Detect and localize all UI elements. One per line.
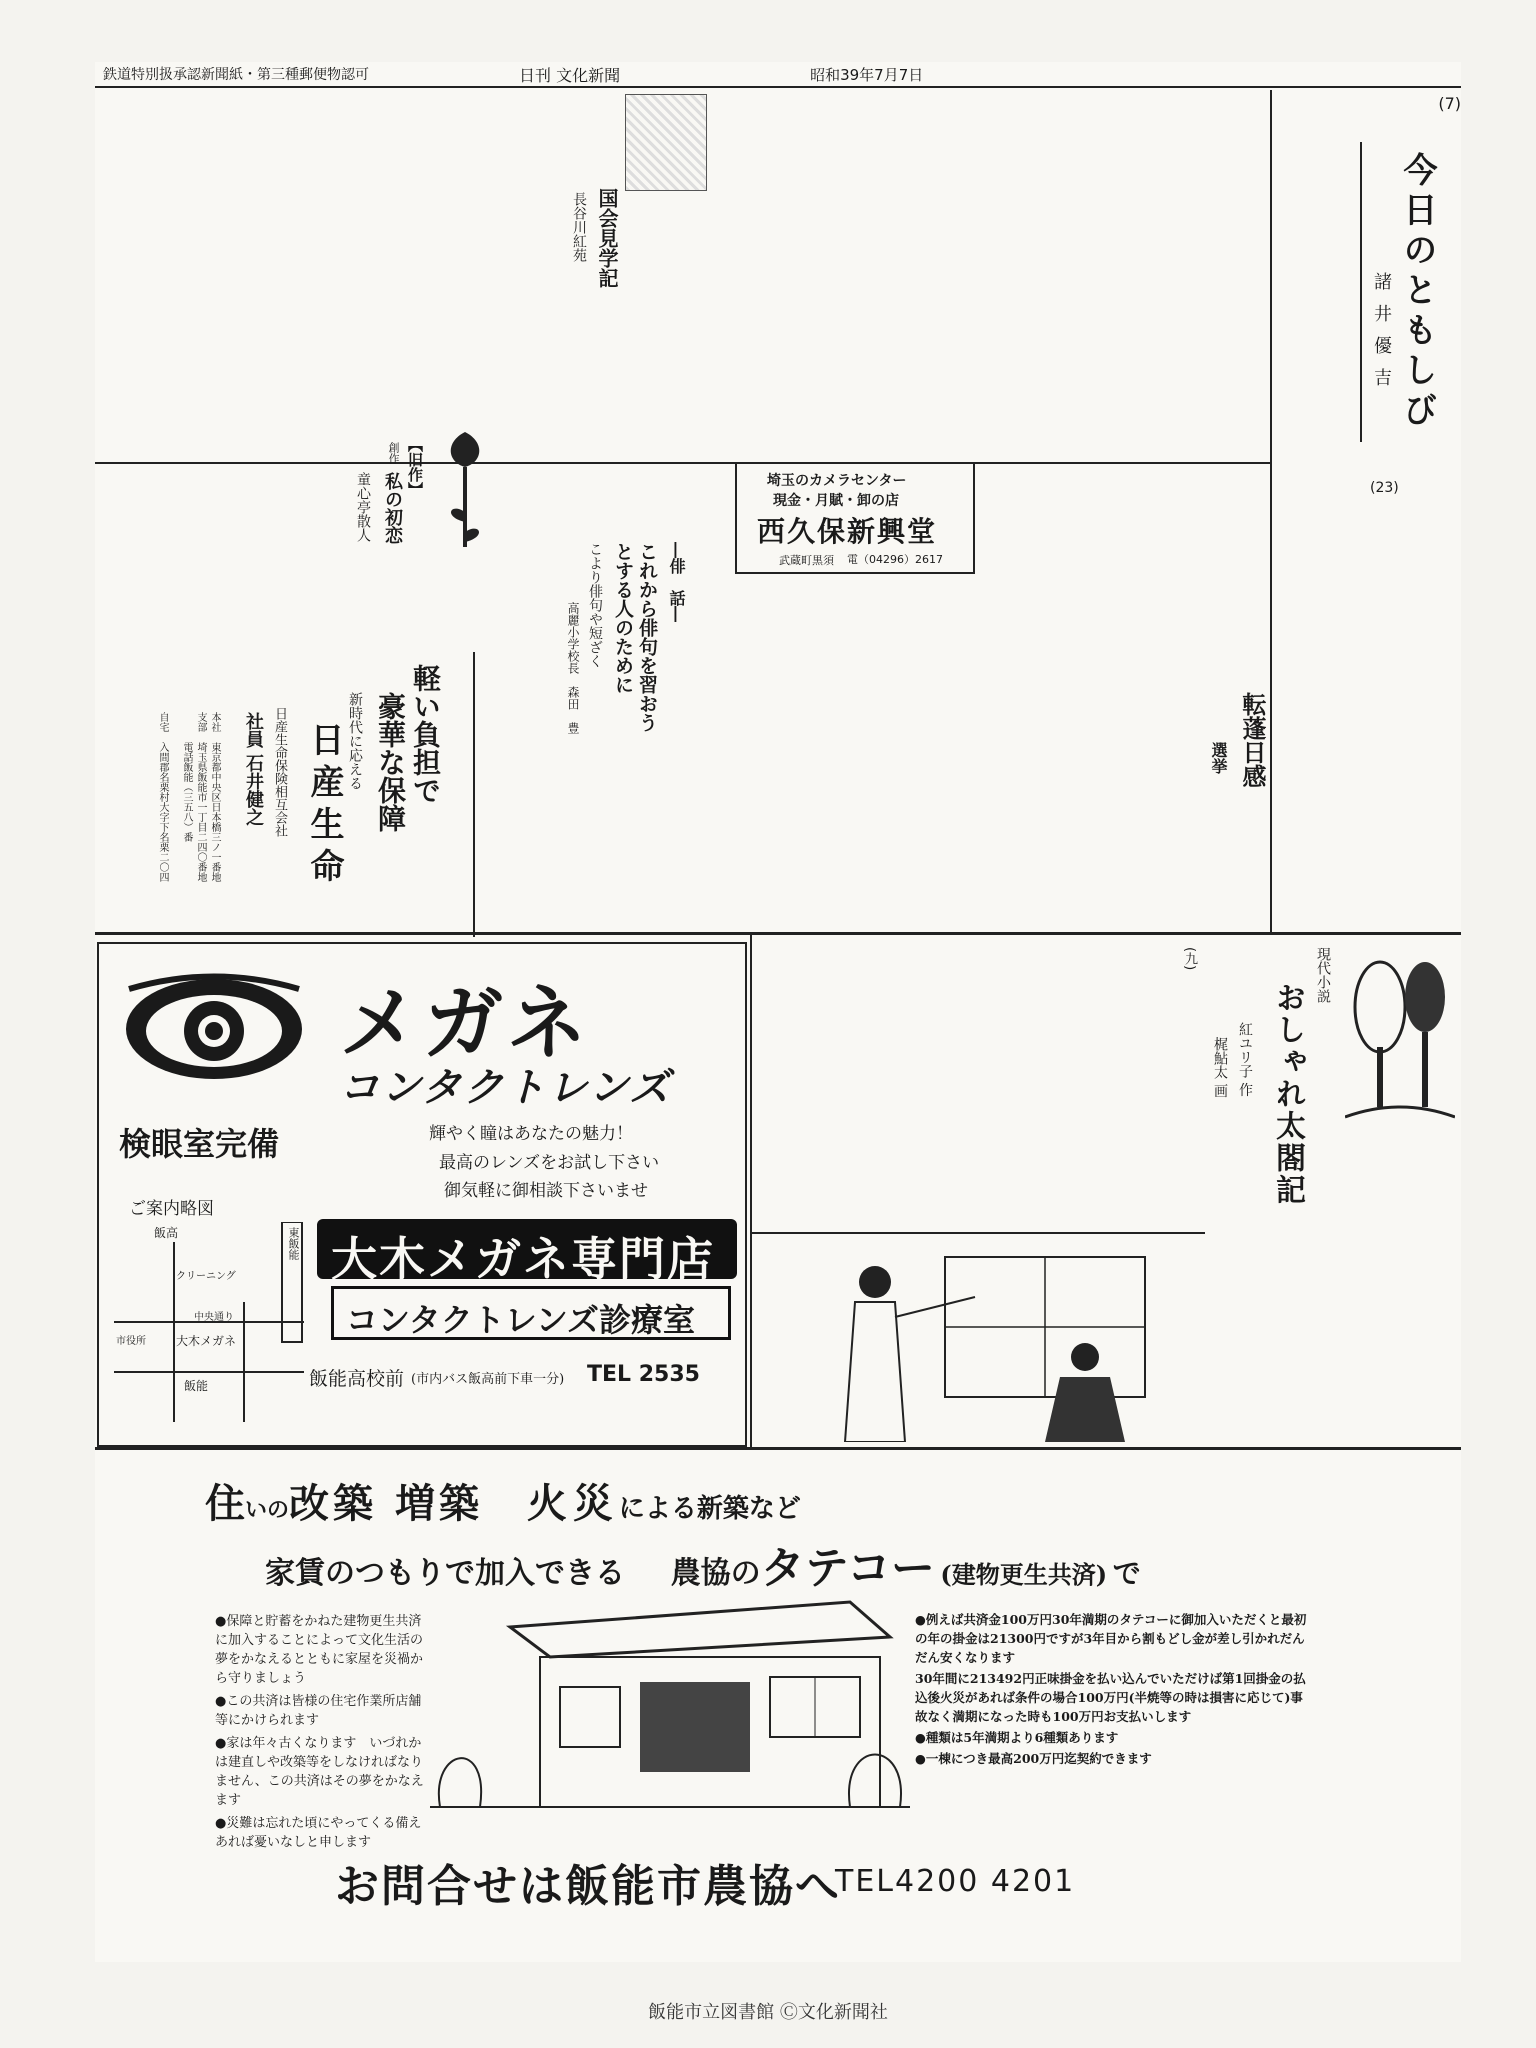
- column-number: (23): [1370, 480, 1399, 496]
- bullet-left-2: ●家は年々古くなります いづれかは建直しや改築等をしなければなりません、この共済はその夢をかなえます: [215, 1736, 424, 1808]
- novel-number: (九): [1182, 947, 1197, 971]
- head1b: いの: [245, 1497, 290, 1523]
- nissan-company: 日産生命: [304, 722, 344, 890]
- clinic-banner: [331, 1286, 731, 1340]
- camera-shop-tel: 電（04296）2617: [847, 553, 943, 566]
- camera-ad-line2: 現金・月賦・卸の店: [773, 493, 899, 509]
- kokkai-illustration: [625, 94, 707, 191]
- okimegane-ad[interactable]: [97, 942, 747, 1447]
- head2c: タテコー: [760, 1543, 935, 1594]
- megane-copy2: 最高のレンズをお試し下さい: [439, 1153, 660, 1173]
- bullet-left-0: ●保障と貯蓄をかねた建物更生共済に加入することによって文化生活の夢をかなえるとともに家屋を災禍から守りましょう: [215, 1614, 424, 1686]
- trees-icon: [1345, 947, 1455, 1147]
- divider: [1270, 90, 1272, 932]
- tenbo-body-text: [1275, 662, 1455, 927]
- haiku-author: 高麗小学校長 森田 豊: [566, 602, 580, 734]
- map-label-4: 大木メガネ: [176, 1334, 237, 1348]
- divider: [95, 1447, 1461, 1450]
- tatekoo-bullets-right: [915, 1610, 1315, 1768]
- novel-illustration: [815, 1237, 1205, 1442]
- camera-shop-ad[interactable]: [735, 462, 975, 574]
- head1d: 火災: [526, 1480, 619, 1527]
- bullet-right-0: ●例えば共済金100万円30年満期のタテコーに御加入いただくと最初の年の掛金は21300円ですが3年目から割もどし金が差し引かれだんだん安くなります: [915, 1612, 1307, 1665]
- camera-shop-address: 武蔵町黒須: [779, 554, 834, 567]
- tatekoo-head1: [205, 1472, 801, 1529]
- divider: [750, 1232, 1205, 1234]
- column-body-text: [975, 472, 1265, 932]
- masthead-strip: [95, 62, 1461, 88]
- column-author: 諸井優吉: [1371, 272, 1392, 400]
- column-title: 今日のともしび: [1397, 152, 1437, 432]
- tenbo-sub: 選挙: [1209, 742, 1228, 774]
- head2d: (建物更生共済): [940, 1560, 1108, 1589]
- column-title-box: [1360, 142, 1460, 496]
- head1e: による新築など: [618, 1494, 801, 1524]
- novel-body-text: [755, 942, 1145, 1232]
- camera-ad-line1: 埼玉のカメラセンター: [767, 473, 907, 489]
- head1c: 改築 増築: [289, 1480, 483, 1527]
- nissan-life-ad[interactable]: [95, 652, 475, 937]
- paper-name: 日刊 文化新聞: [519, 65, 621, 85]
- map-label-6: 東飯能: [287, 1227, 300, 1260]
- nissan-branch-2: 電話飯能（三五八）番: [181, 712, 192, 842]
- house-illustration: [430, 1587, 910, 1832]
- column-body-text: [715, 92, 1265, 462]
- divider: [750, 935, 752, 1447]
- head1a: 住: [205, 1480, 245, 1527]
- bullet-right-3: ●一棟につき最高200万円迄契約できます: [915, 1751, 1152, 1766]
- issue-date: 昭和39年7月7日: [810, 65, 924, 84]
- megane-bus: (市内バス飯高前下車一分): [411, 1372, 565, 1387]
- kokkai-body-text: [95, 92, 565, 457]
- kyusaku-title: 私の初恋: [382, 472, 403, 544]
- haiku-title: これから俳句を習おうとする人のために: [612, 542, 658, 732]
- map-label-1: クリーニング: [176, 1271, 236, 1282]
- nissan-line2: 豪華な保障: [374, 692, 407, 832]
- kokkai-title: 国会見学記: [595, 188, 619, 288]
- megane-tel: TEL 2535: [587, 1362, 700, 1387]
- tatekoo-bullets-left: [215, 1612, 425, 1852]
- bullet-left-3: ●災難は忘れた頃にやってくる備えあれば憂いなしと申します: [215, 1816, 422, 1850]
- nissan-branch-3: 自宅 入間郡名栗村大字下名栗二〇四: [157, 712, 168, 882]
- novel-author: 紅ユリ子 作: [1237, 1022, 1253, 1097]
- postal-notice: 鉄道特別扱承認新聞紙・第三種郵便物認可: [103, 67, 369, 83]
- kyusaku-label: 【旧作】: [406, 437, 424, 497]
- guide-map: [114, 1222, 304, 1422]
- nissan-sub: 日産生命保険相互会社: [272, 707, 287, 837]
- head2e: で: [1112, 1557, 1141, 1590]
- examination-room: 検眼室完備: [119, 1125, 280, 1163]
- megane-shop-name: 大木メガネ専門店: [331, 1232, 715, 1286]
- house-icon: [430, 1587, 910, 1832]
- trees-illustration: [1345, 947, 1455, 1147]
- kokkai-author: 長谷川紅苑: [571, 192, 587, 262]
- kyusaku-genre: 創作: [387, 442, 400, 464]
- nissan-branch-0: 本社 東京都中央区日本橋三ノ一番地: [209, 712, 220, 882]
- megane-shop-banner: [317, 1219, 737, 1286]
- map-label-0: 飯高: [154, 1226, 179, 1240]
- nissan-branch-1: 支部 埼玉県飯能市一丁目二四〇番地: [195, 712, 206, 882]
- bullet-left-1: ●この共済は皆様の住宅作業所店舗等にかけられます: [215, 1694, 422, 1728]
- eye-icon: [119, 969, 309, 1089]
- bullet-right-2: ●種類は5年満期より6種類あります: [915, 1730, 1119, 1745]
- map-title: ご案内略図: [129, 1199, 214, 1219]
- megane-copy1: 輝やく瞳はあなたの魅力！: [429, 1124, 633, 1144]
- map-label-2: 中央通り: [194, 1312, 234, 1323]
- novel-label: 現代小説: [1315, 947, 1331, 1003]
- kyusaku-body-text: [95, 467, 345, 647]
- nissan-rep: 社員 石井健之: [243, 712, 264, 827]
- clinic-name: コンタクトレンズ診療室: [346, 1301, 695, 1339]
- novel-illustrator: 梶鮎太 画: [1212, 1037, 1228, 1098]
- map-label-5: 飯能: [184, 1379, 209, 1393]
- page-number: (7): [1438, 94, 1461, 113]
- head2a: 家賃のつもりで加入できる: [265, 1556, 625, 1591]
- nissan-line1: 軽い負担で: [409, 664, 442, 804]
- kyusaku-author: 童心亭散人: [355, 472, 371, 542]
- tatekoo-contact: お問合せは飯能市農協へ: [335, 1861, 841, 1912]
- haiku-label: ―俳 話―: [667, 542, 686, 622]
- two-men-icon: [815, 1237, 1205, 1442]
- nissan-line3: 新時代に応える: [347, 692, 363, 790]
- kyusaku-flower-illustration: [435, 422, 495, 562]
- tatekoo-tel: TEL4200 4201: [835, 1864, 1076, 1899]
- megane-copy3: 御気軽に御相談下さいませ: [444, 1181, 648, 1201]
- head2b: 農協の: [670, 1556, 761, 1591]
- bullet-right-1: 30年間に213492円正味掛金を払い込んでいただけば第1回掛金の払込後火災があれば条件の場合100万円(半焼等の時は損害に応じて)事故なく満期になった時も100万円お支払いします: [915, 1671, 1306, 1724]
- newspaper-page: [95, 62, 1461, 1962]
- tenbo-title: 転蓬日感: [1238, 692, 1267, 788]
- haiku-sub: こより俳句や短ざく: [587, 542, 603, 668]
- megane-address: 飯能高校前: [309, 1368, 405, 1390]
- archive-credit: 飯能市立図書館 Ⓒ文化新聞社: [648, 2002, 888, 2023]
- megane-brand: メガネ: [339, 977, 591, 1070]
- map-label-3: 市役所: [116, 1336, 146, 1347]
- flower-icon: [435, 422, 495, 562]
- novel-title: おしゃれ太閤記: [1270, 982, 1305, 1206]
- haiku-body-text: [475, 742, 975, 927]
- camera-shop-name: 西久保新興堂: [757, 515, 938, 548]
- novel-body-text: [1205, 1157, 1455, 1447]
- contact-lens-text: コンタクトレンズ: [339, 1065, 672, 1111]
- novel-body-text: [755, 1242, 815, 1442]
- tatekoo-ad[interactable]: [95, 1452, 1461, 1962]
